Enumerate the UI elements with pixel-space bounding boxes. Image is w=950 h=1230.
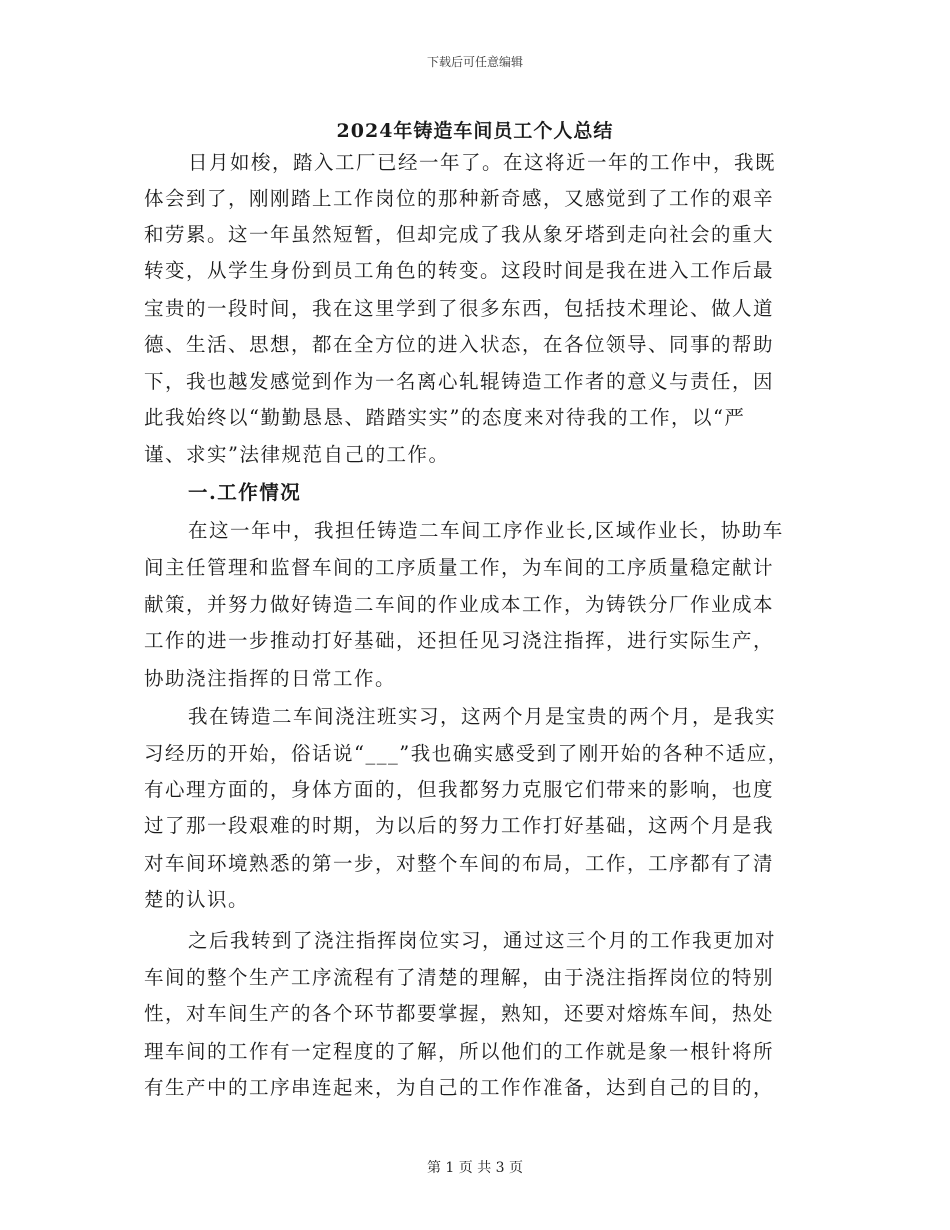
body-line: 献策，并努力做好铸造二车间的作业成本工作，为铸铁分厂作业成本 xyxy=(144,593,775,616)
document-title: 2024年铸造车间员工个人总结 xyxy=(336,120,614,142)
body-line: 宝贵的一段时间，我在这里学到了很多东西，包括技术理论、做人道 xyxy=(144,297,775,320)
body-line: 转变，从学生身份到员工角色的转变。这段时间是我在进入工作后最 xyxy=(144,259,775,282)
body-line: 谨、求实”法律规范自己的工作。 xyxy=(144,443,450,466)
body-line: 有心理方面的，身体方面的，但我都努力克服它们带来的影响，也度 xyxy=(144,778,775,801)
body-line: 车间的整个生产工序流程有了清楚的理解，由于浇注指挥岗位的特别 xyxy=(144,966,775,989)
body-line: 习经历的开始，俗话说“___”我也确实感受到了刚开始的各种不适应， xyxy=(144,742,789,765)
body-line: 体会到了，刚刚踏上工作岗位的那种新奇感，又感觉到了工作的艰辛 xyxy=(144,187,775,210)
body-line: 协助浇注指挥的日常工作。 xyxy=(144,667,397,690)
body-line: 日月如梭，踏入工厂已经一年了。在这将近一年的工作中，我既 xyxy=(188,151,777,174)
body-line: 德、生活、思想，都在全方位的进入状态，在各位领导、同事的帮助 xyxy=(144,333,775,356)
body-line: 理车间的工作有一定程度的了解，所以他们的工作就是象一根针将所 xyxy=(144,1040,775,1063)
page-number: 第 1 页 共 3 页 xyxy=(426,1160,524,1176)
body-line: 过了那一段艰难的时期，为以后的努力工作打好基础，这两个月是我 xyxy=(144,814,775,837)
body-line: 性，对车间生产的各个环节都要掌握，熟知，还要对熔炼车间，热处 xyxy=(144,1002,775,1025)
section-heading: 一.工作情况 xyxy=(188,481,302,504)
body-line: 下，我也越发感觉到作为一名离心轧辊铸造工作者的意义与责任，因 xyxy=(144,370,775,393)
body-line: 在这一年中，我担任铸造二车间工序作业长,区域作业长，协助车 xyxy=(188,519,784,542)
body-line: 之后我转到了浇注指挥岗位实习，通过这三个月的工作我更加对 xyxy=(188,929,777,952)
body-line: 间主任管理和监督车间的工序质量工作，为车间的工序质量稳定献计 xyxy=(144,556,775,579)
body-line: 工作的进一步推动打好基础，还担任见习浇注指挥，进行实际生产， xyxy=(144,629,775,652)
body-line: 有生产中的工序串连起来，为自己的工作作准备，达到自己的目的， xyxy=(144,1076,775,1099)
body-line: 楚的认识。 xyxy=(144,888,250,911)
body-line: 和劳累。这一年虽然短暂，但却完成了我从象牙塔到走向社会的重大 xyxy=(144,223,775,246)
page-header-note: 下载后可任意编辑 xyxy=(426,55,523,69)
body-line: 对车间环境熟悉的第一步，对整个车间的布局，工作，工序都有了清 xyxy=(144,852,775,875)
body-line: 我在铸造二车间浇注班实习，这两个月是宝贵的两个月，是我实 xyxy=(188,705,777,728)
body-line: 此我始终以“勤勤恳恳、踏踏实实”的态度来对待我的工作，以“严 xyxy=(144,406,746,429)
